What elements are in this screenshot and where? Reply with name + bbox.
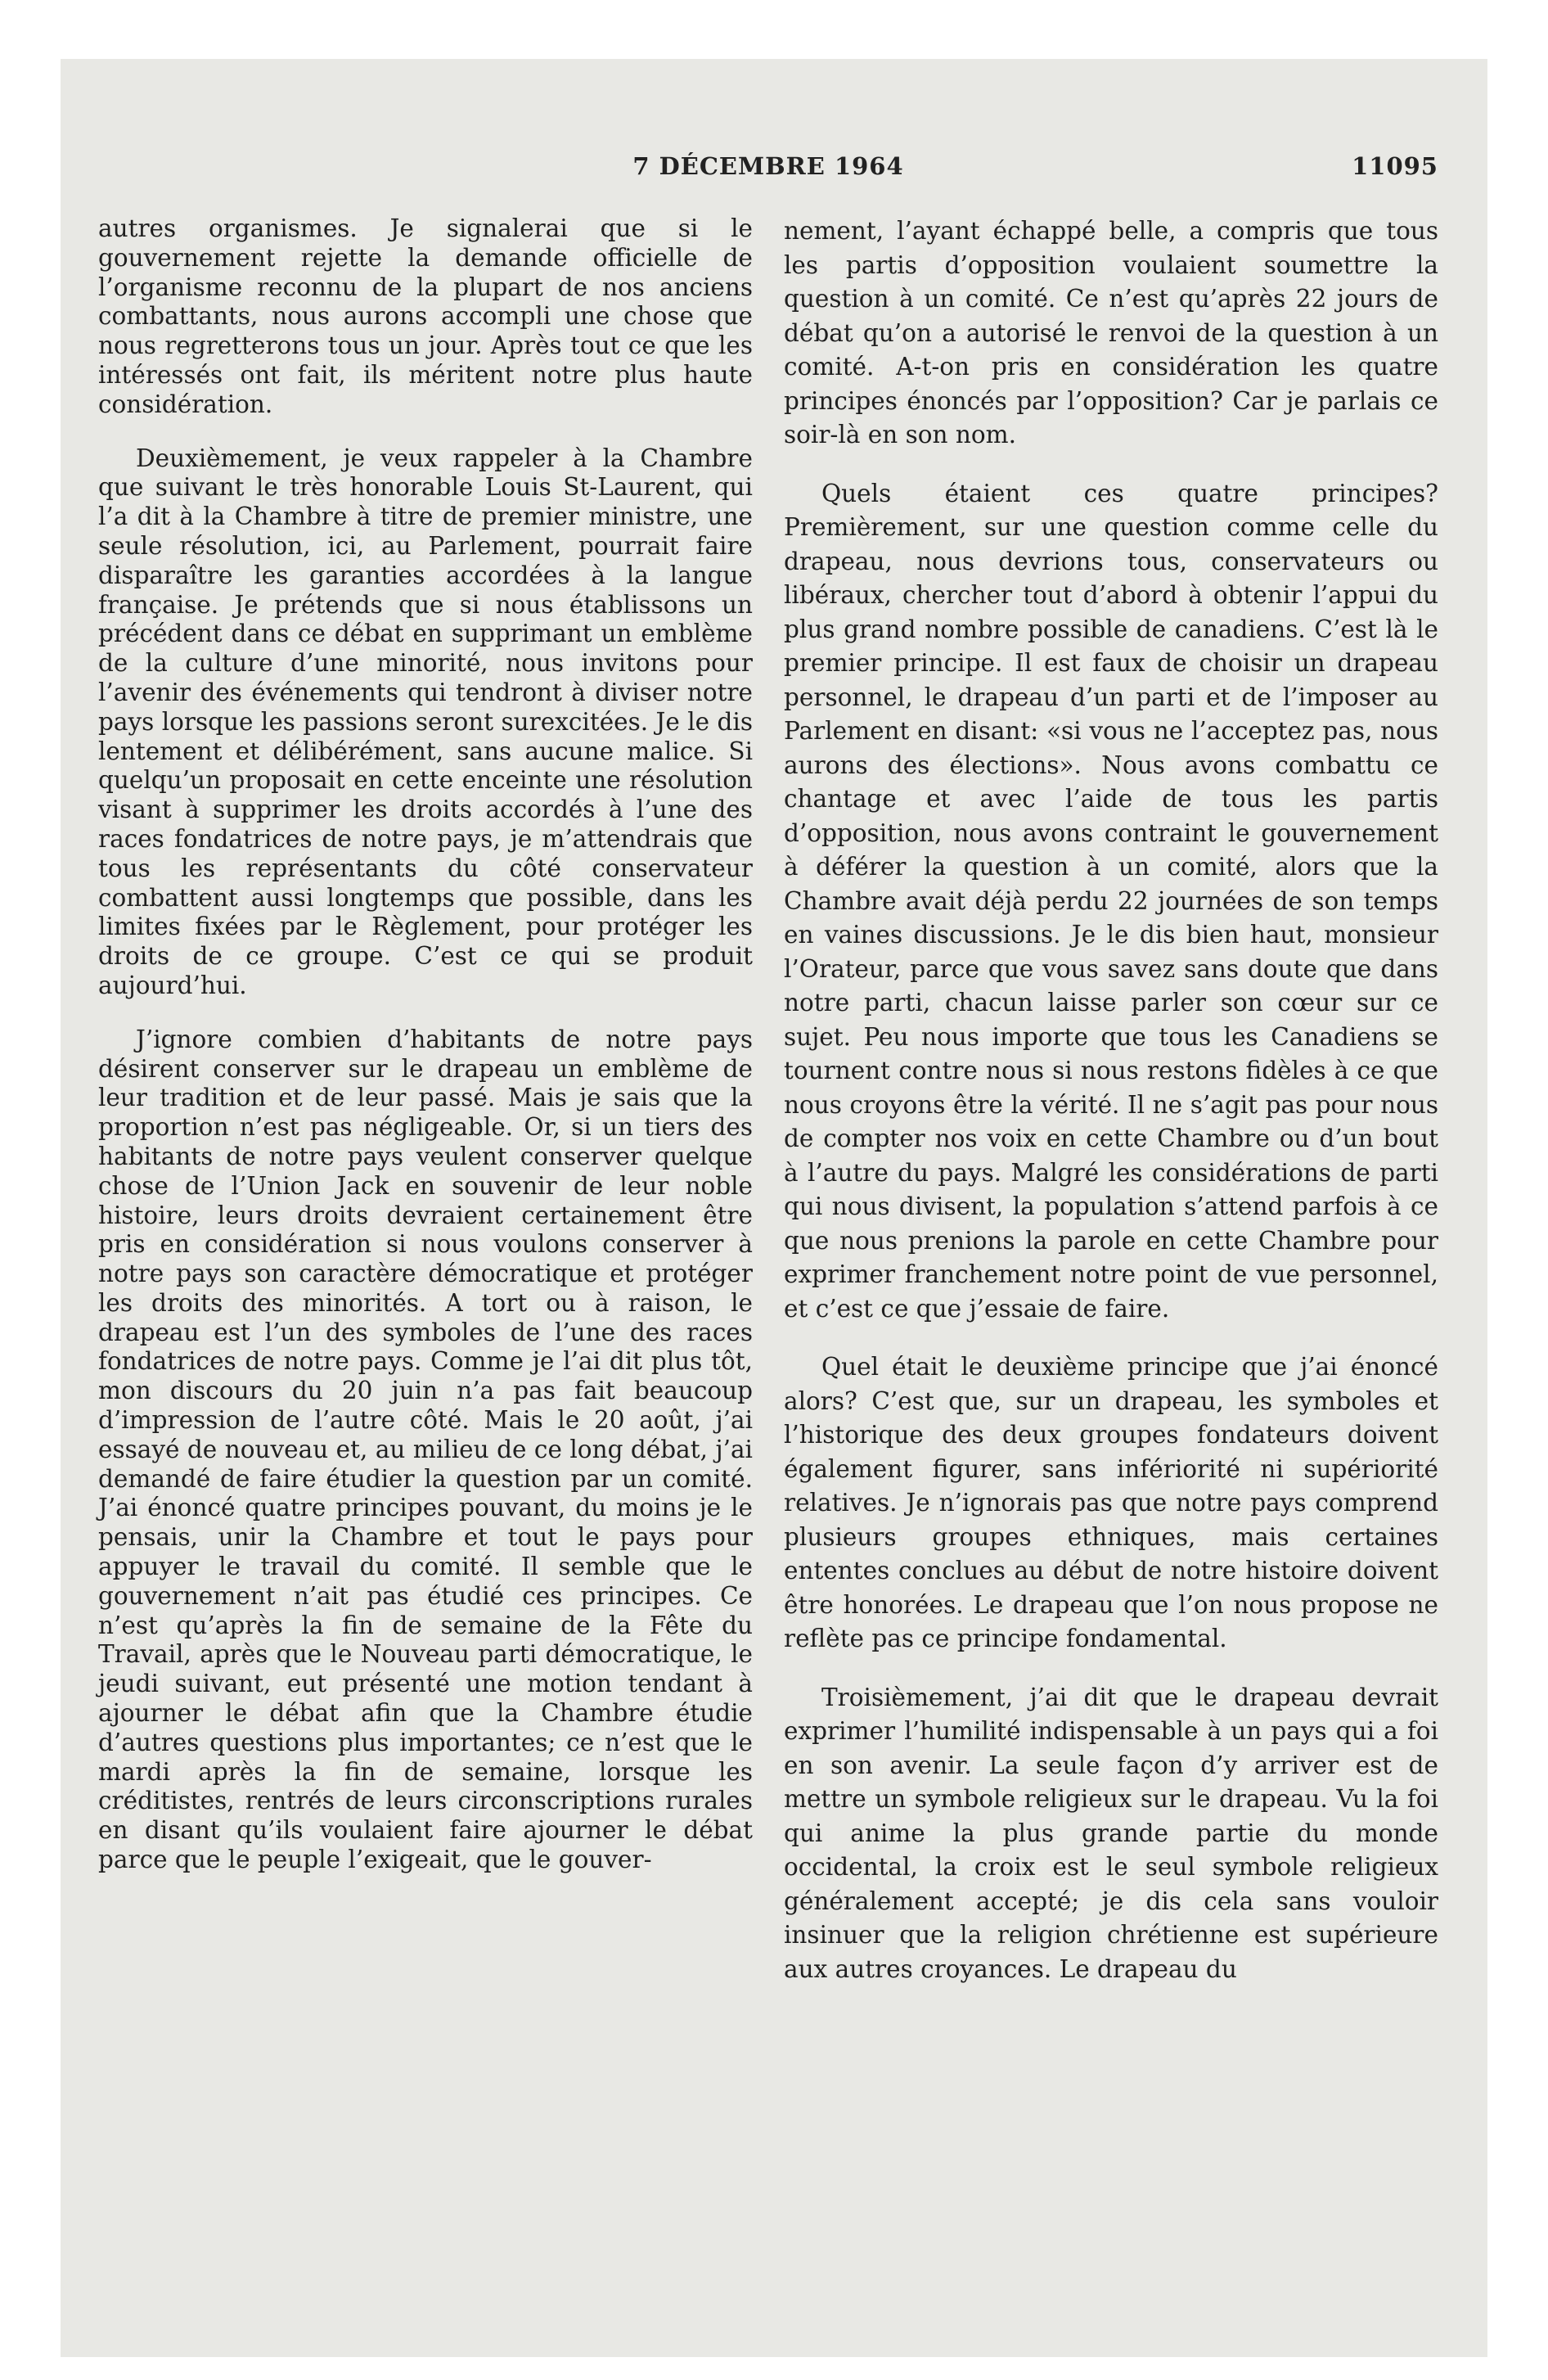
- header-date: 7 DÉCEMBRE 1964: [632, 152, 904, 180]
- paragraph: J’ignore combien d’habitants de notre pays désirent conserver sur le drapeau un emblème de leur tradition et de leur passé. Mais je sais que la proportion n’est pas négligeable. Or, si un tiers des habitants de notre pays veulent conserver quelque chose de l’Union Jack en souvenir de leur noble histoire, leurs droits devraient certainement être pris en considération si nous voulons conserver à notre pays son caractère démocratique et protéger les droits des minorités. A tort ou à raison, le drapeau est l’un des symboles de l’une des races fondatrices de notre pays. Comme je l’ai dit plus tôt, mon discours du 20 juin n’a pas fait beaucoup d’impression de l’autre côté. Mais le 20 août, j’ai essayé de nouveau et, au milieu de ce long débat, j’ai demandé de faire étudier la question par un comité. J’ai énoncé quatre principes pouvant, du moins je le pensais, unir la Chambre et tout le pays pour appuyer le travail du comité. Il semble que le gouvernement n’ait pas étudié ces principes. Ce n’est qu’après la fin de semaine de la Fête du Travail, après que le Nouveau parti démocratique, le jeudi suivant, eut présenté une motion tendant à ajourner le débat afin que la Chambre étudie d’autres questions plus importantes; ce n’est que le mardi après la fin de semaine, lorsque les créditistes, rentrés de leurs circonscriptions rurales en disant qu’ils voulaient faire ajourner le débat parce que le peuple l’exigeait, que le gouver-: [98, 1025, 753, 1874]
- left-column: [98, 214, 753, 1900]
- right-column: [784, 214, 1438, 2011]
- paragraph: nement, l’ayant échappé belle, a compris que tous les partis d’opposition voulaient soumettre la question à un comité. Ce n’est qu’après 22 jours de débat qu’on a autorisé le renvoi de la question à un comité. A-t-on pris en considération les quatre principes énoncés par l’opposition? Car je parlais ce soir-là en son nom.: [784, 217, 1438, 449]
- paragraph: Deuxièmement, je veux rappeler à la Chambre que suivant le très honorable Louis St-Laurent, qui l’a dit à la Chambre à titre de premier ministre, une seule résolution, ici, au Parlement, pourrait faire disparaître les garanties accordées à la langue française. Je prétends que si nous établissons un précédent dans ce débat en supprimant un emblème de la culture d’une minorité, nous invitons pour l’avenir des événements qui tendront à diviser notre pays lorsque les passions seront surexcitées. Je le dis lentement et délibérément, sans aucune malice. Si quelqu’un proposait en cette enceinte une résolution visant à supprimer les droits accordés à l’une des races fondatrices de notre pays, je m’attendrais que tous les représentants du côté conservateur combattent aussi longtemps que possible, dans les limites fixées par le Règlement, pour protéger les droits de ce groupe. C’est ce qui se produit aujourd’hui.: [98, 444, 753, 999]
- paragraph: Troisièmement, j’ai dit que le drapeau devrait exprimer l’humilité indispensable à un pays qui a foi en son avenir. La seule façon d’y arriver est de mettre un symbole religieux sur le drapeau. Vu la foi qui anime la plus grande partie du monde occidental, la croix est le seul symbole religieux généralement accepté; je dis cela sans vouloir insinuer que la religion chrétienne est supérieure aux autres croyances. Le drapeau du: [784, 1683, 1438, 1983]
- page-number: 11095: [1352, 152, 1438, 180]
- page-header: [98, 152, 1438, 185]
- paragraph: Quels étaient ces quatre principes? Premièrement, sur une question comme celle du drapeau, nous devrions tous, conservateurs ou libéraux, chercher tout d’abord à obtenir l’appui du plus grand nombre possible de canadiens. C’est là le premier principe. Il est faux de choisir un drapeau personnel, le drapeau d’un parti et de l’imposer au Parlement en disant: «si vous ne l’acceptez pas, nous aurons des élections». Nous avons combattu ce chantage et avec l’aide de tous les partis d’opposition, nous avons contraint le gouvernement à déférer la question à un comité, alors que la Chambre avait déjà perdu 22 journées de son temps en vaines discussions. Je le dis bien haut, monsieur l’Orateur, parce que vous savez sans doute que dans notre parti, chacun laisse parler son cœur sur ce sujet. Peu nous importe que tous les Canadiens se tournent contre nous si nous restons fidèles à ce que nous croyons être la vérité. Il ne s’agit pas pour nous de compter nos voix en cette Chambre ou d’un bout à l’autre du pays. Malgré les considérations de parti qui nous divisent, la population s’attend parfois à ce que nous prenions la parole en cette Chambre pour exprimer franchement notre point de vue personnel, et c’est ce que j’essaie de faire.: [784, 479, 1438, 1323]
- paragraph: autres organismes. Je signalerai que si le gouvernement rejette la demande officielle de l’organisme reconnu de la plupart de nos anciens combattants, nous aurons accompli une chose que nous regretterons tous un jour. Après tout ce que les intéressés ont fait, ils méritent notre plus haute considération.: [98, 214, 753, 418]
- paragraph: Quel était le deuxième principe que j’ai énoncé alors? C’est que, sur un drapeau, les symboles et l’historique des deux groupes fondateurs doivent également figurer, sans infériorité ni supériorité relatives. Je n’ignorais pas que notre pays comprend plusieurs groupes ethniques, mais certaines ententes conclues au début de notre histoire doivent être honorées. Le drapeau que l’on nous propose ne reflète pas ce principe fondamental.: [784, 1353, 1438, 1652]
